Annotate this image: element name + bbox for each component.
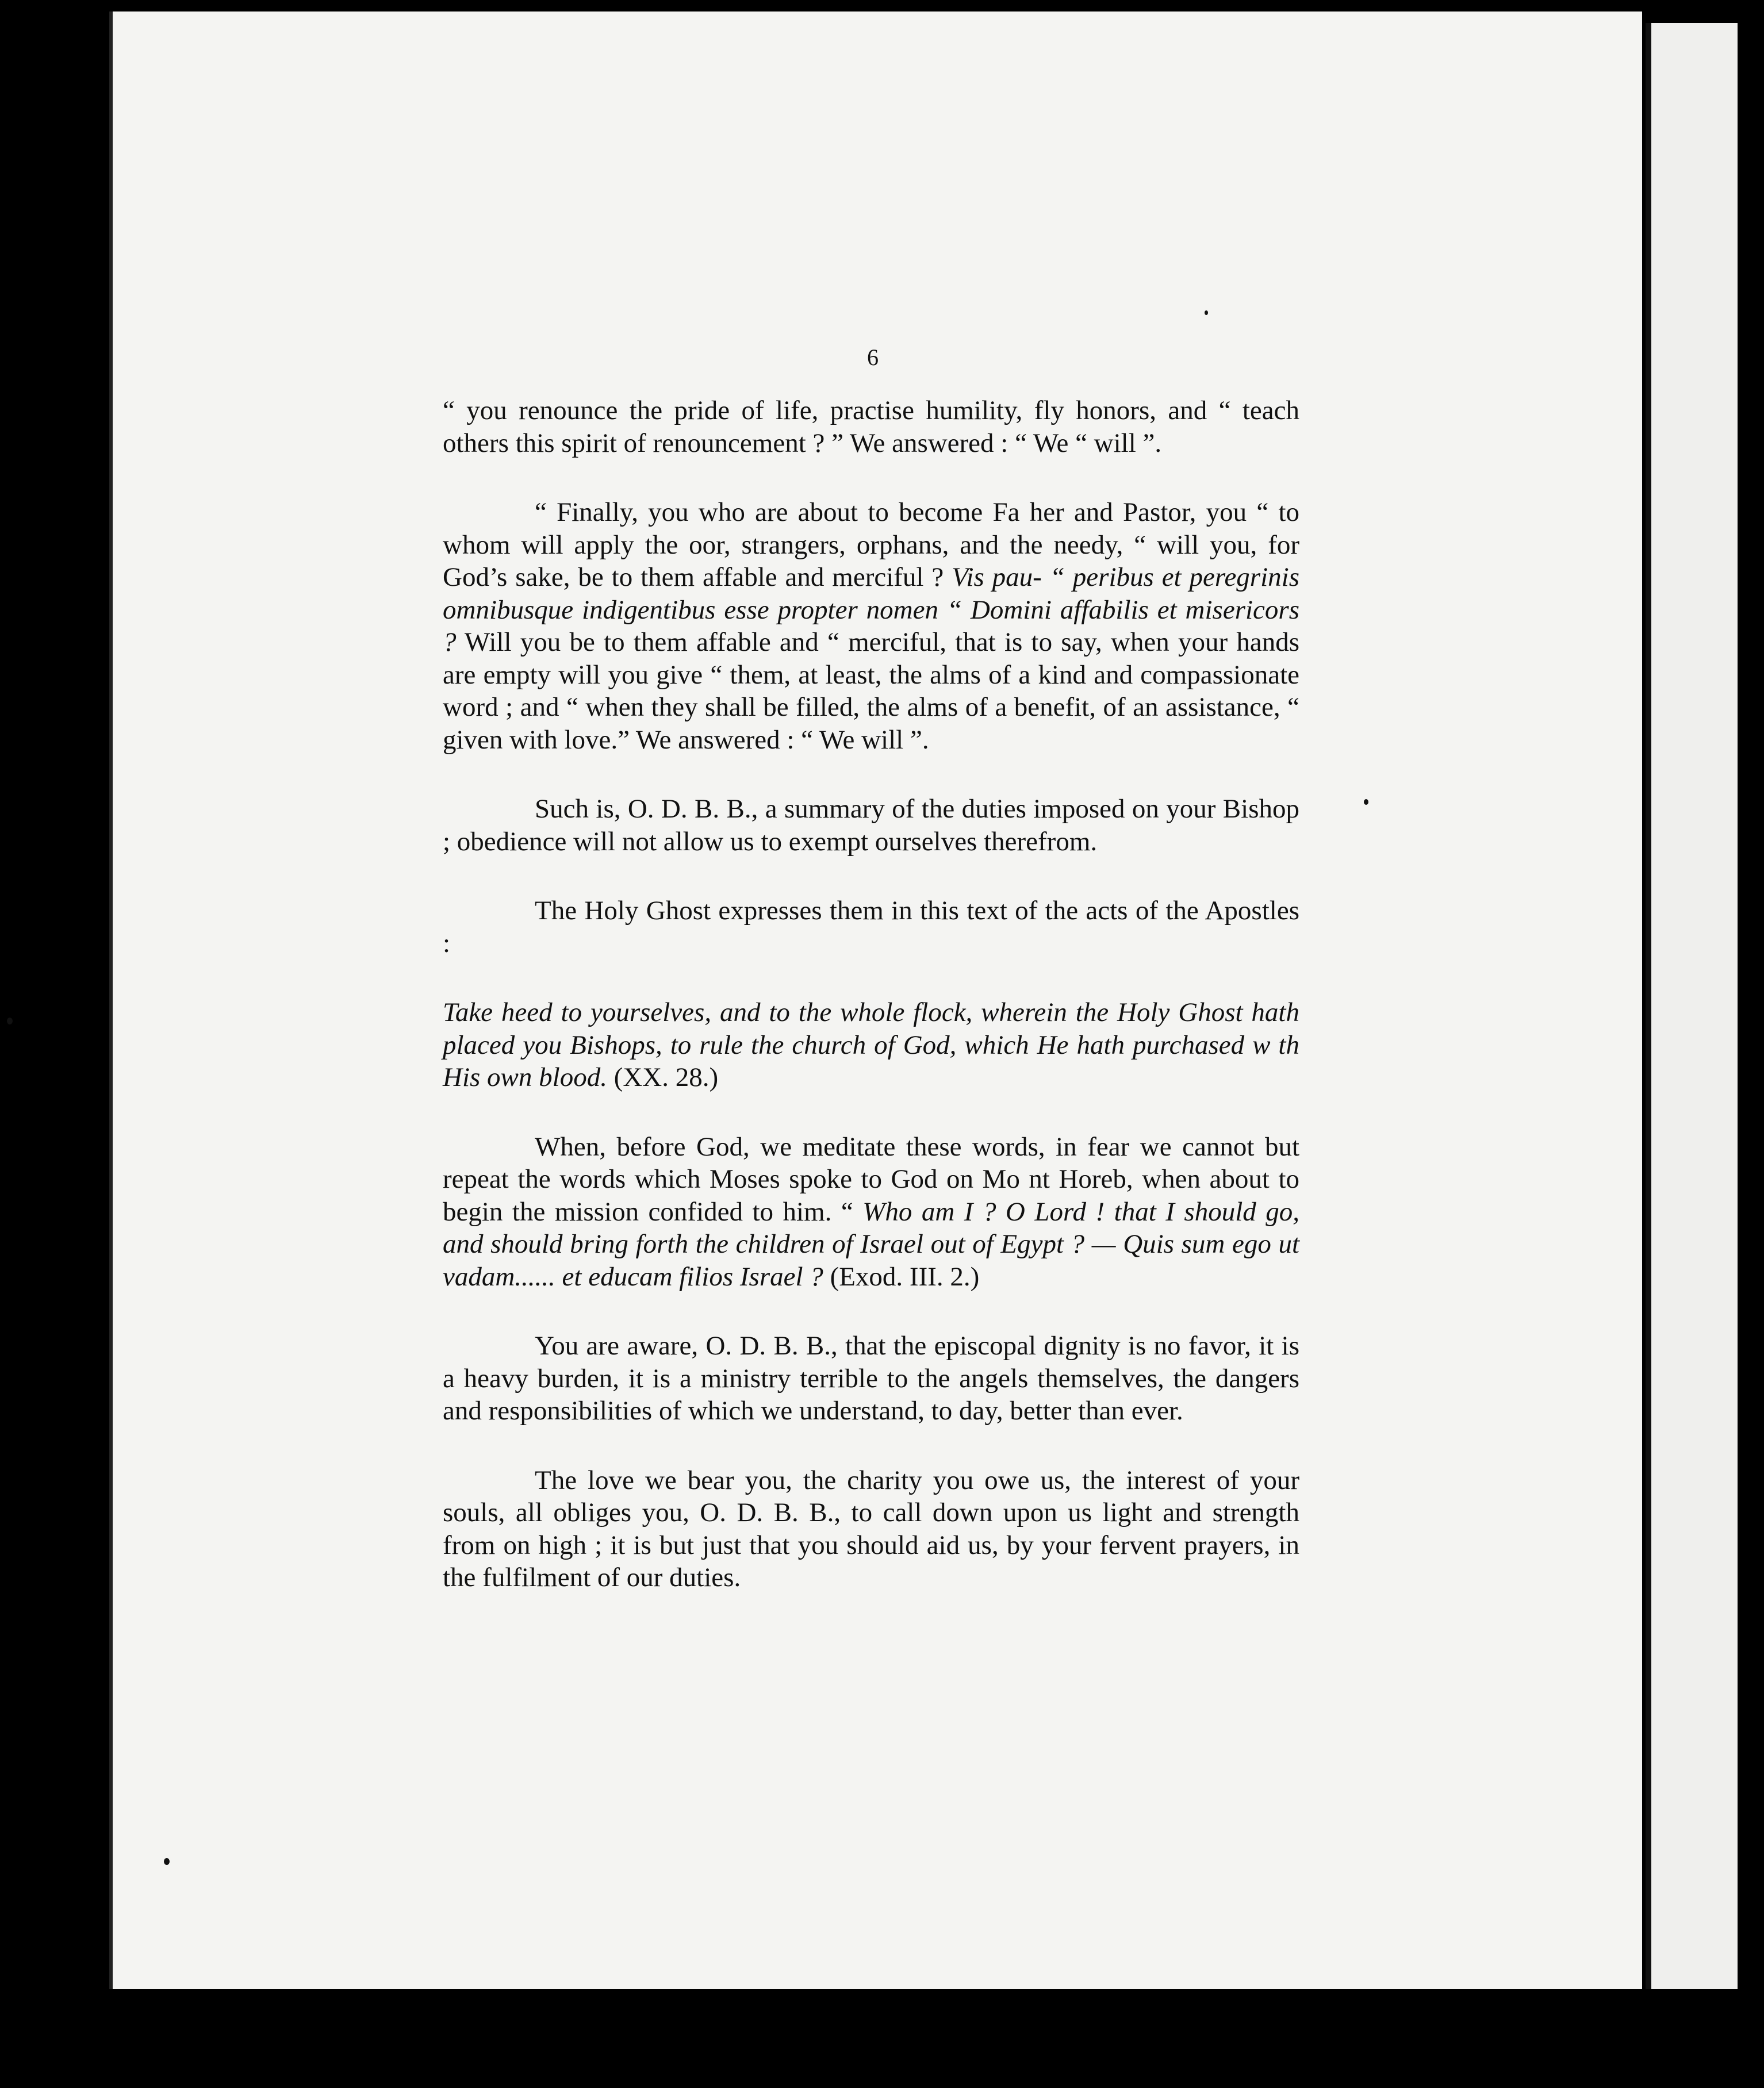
- scripture-quote: [443, 996, 1299, 1094]
- paragraph-6-reference: (Exod. III. 2.): [823, 1261, 980, 1292]
- paragraph-3: Such is, O. D. B. B., a summary of the duties imposed on your Bishop ; obedience will not allow us to exempt ourselves therefrom.: [443, 794, 1299, 857]
- paragraph-6: [443, 1131, 1299, 1294]
- paragraph-2-latin: Vis pau- “ peribus et peregrinis omnibusque indigentibus esse propter nomen “ Domini affabilis et misericors ?: [443, 562, 1299, 657]
- paragraph-4: The Holy Ghost expresses them in this text of the acts of the Apostles :: [443, 896, 1299, 958]
- scan-speck: [1205, 310, 1208, 315]
- scripture-quote-reference: (XX. 28.): [607, 1062, 719, 1092]
- scan-speck: [164, 1858, 170, 1865]
- paragraph-6-quote: Who am I ? O Lord ! that I should go, and should bring forth the children of Israel out of Egypt ? — Quis sum ego ut vadam...... et educam filios Israel ?: [443, 1196, 1300, 1292]
- page-number: 6: [867, 344, 879, 370]
- paragraph-8: The love we bear you, the charity you owe us, the interest of your souls, all obliges you, O. D. B. B., to call down upon us light and strength from on high ; it is but just that you should aid us, by your fervent prayers, in the fulfilment of our duties.: [443, 1465, 1299, 1592]
- scripture-quote-text: Take heed to yourselves, and to the whole flock, wherein the Holy Ghost hath placed you Bishops, to rule the church of God, which He hath purchased w th His own blood.: [443, 997, 1299, 1092]
- paragraph-1: “ you renounce the pride of life, practise humility, fly honors, and “ teach others this spirit of renouncement ? ” We answered : “ We “ will ”.: [443, 396, 1299, 458]
- paragraph-6-text: When, before God, we meditate these words, in fear we cannot but repeat the words which Moses spoke to God on Mo nt Horeb, when about to begin the mission confided to him. “: [443, 1131, 1299, 1227]
- paragraph-2-text-b: Will you be to them affable and “ merciful, that is to say, when your hands are empty will you give “ them, at least, the alms of a kind and compassionate word ; and “ when they shall be filled, the alms of a benefit, of an assistance, “ given with love.” We answered : “ We will ”.: [443, 627, 1299, 755]
- body-text: [443, 394, 1299, 1631]
- scan-speck: [1364, 799, 1368, 805]
- adjacent-page-edge: [1646, 23, 1738, 1989]
- paragraph-2-text-a: “ Finally, you who are about to become Fa her and Pastor, you “ to whom will apply the oor, strangers, orphans, and the needy, “ will you, for God’s sake, be to them affable and merciful ?: [443, 497, 1299, 592]
- paragraph-2: [443, 496, 1299, 756]
- paragraph-7: You are aware, O. D. B. B., that the episcopal dignity is no favor, it is a heavy burden, it is a ministry terrible to the angels themselves, the dangers and responsibilities of which we understand, to day, better than ever.: [443, 1331, 1299, 1426]
- scan-speck: [7, 1018, 13, 1024]
